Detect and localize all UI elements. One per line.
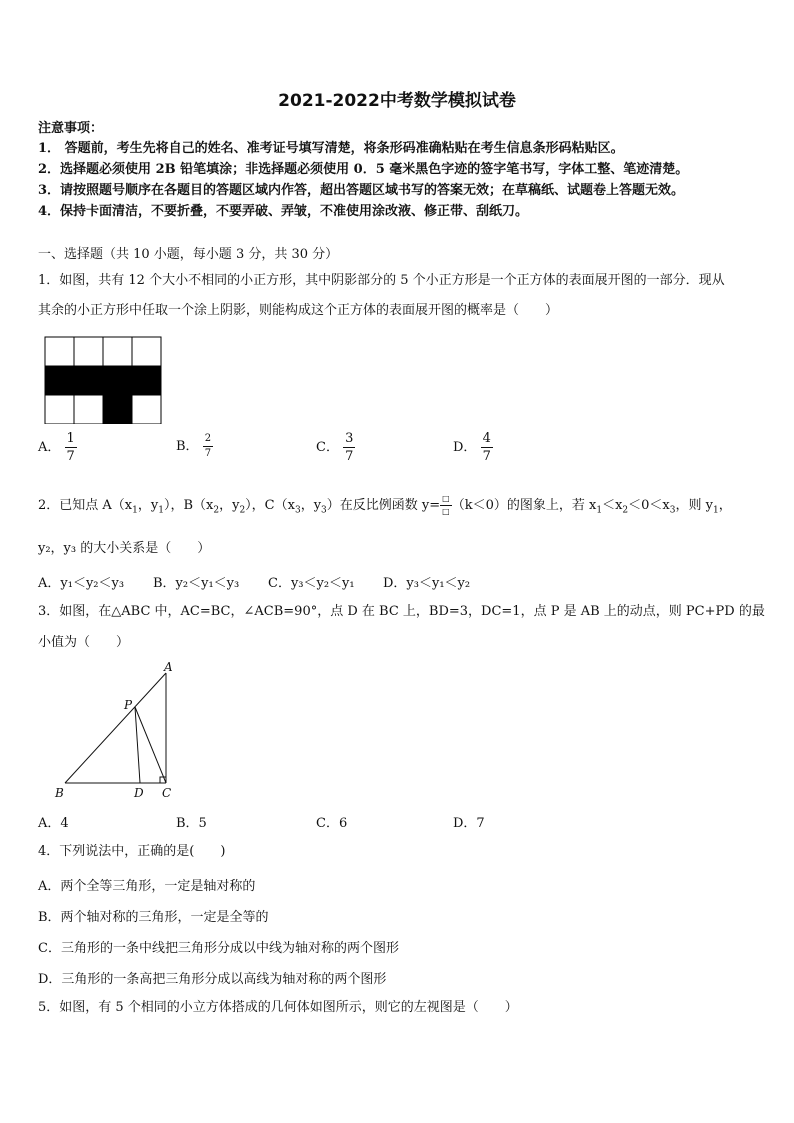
fraction: $\frac{1}{7}$ xyxy=(66,431,75,464)
question-1-line-2: 其余的小正方形中任取一个涂上阴影，则能构成这个正方体的表面展开图的概率是（ ） xyxy=(38,303,559,318)
fraction: $\frac{2}{7}$ xyxy=(204,433,212,459)
grid-cell-empty xyxy=(132,395,161,424)
grid-cell-shaded xyxy=(103,395,132,424)
label-d: D xyxy=(134,786,144,800)
label-c: C xyxy=(162,786,172,800)
page-title: 2021-2022中考数学模拟试卷 xyxy=(278,91,516,111)
question-3-option-d[interactable]: D．7 xyxy=(453,816,485,831)
grid-cell-shaded xyxy=(103,366,132,395)
label-b: B xyxy=(55,786,64,800)
question-2-option-d[interactable]: D．y₃＜y₁＜y₂ xyxy=(383,576,471,591)
notice-item: 4．保持卡面清洁，不要折叠，不要弄破、弄皱，不准使用涂改液、修正带、刮纸刀。 xyxy=(38,204,529,219)
grid-cell-empty xyxy=(74,337,103,366)
question-4-option-a[interactable]: A．两个全等三角形，一定是轴对称的 xyxy=(38,879,256,894)
question-3-line-1: 3．如图，在△ABC 中，AC=BC，∠ACB=90°，点 D 在 BC 上，BD=3，DC=1，点 P 是 AB 上的动点，则 PC+PD 的最 xyxy=(38,604,765,619)
label-a: A xyxy=(164,660,173,674)
fraction: $\frac{4}{7}$ xyxy=(482,431,491,464)
question-1-grid-figure xyxy=(44,336,162,424)
question-1-option-d[interactable]: D． $\frac{4}{7}$ xyxy=(453,431,491,464)
question-1-option-c[interactable]: C． $\frac{3}{7}$ xyxy=(316,431,354,464)
question-3-triangle-figure xyxy=(50,660,190,805)
section-heading: 一、选择题（共 10 小题，每小题 3 分，共 30 分） xyxy=(38,247,339,262)
notice-item: 2．选择题必须使用 2B 铅笔填涂；非选择题必须使用 0．5 毫米黑色字迹的签字笔书写，字体工整、笔迹清楚。 xyxy=(38,162,689,177)
question-2-option-b[interactable]: B．y₂＜y₁＜y₃ xyxy=(153,576,240,591)
question-2-line-2: y₂，y₃ 的大小关系是（ ） xyxy=(38,541,211,556)
question-3-option-a[interactable]: A．4 xyxy=(38,816,69,831)
grid-cell-shaded xyxy=(132,366,161,395)
grid-cell-shaded xyxy=(74,366,103,395)
question-5-stem: 5．如图，有 5 个相同的小立方体搭成的几何体如图所示，则它的左视图是（ ） xyxy=(38,1000,518,1015)
question-3-option-b[interactable]: B．5 xyxy=(176,816,207,831)
question-1-option-a[interactable]: A． $\frac{1}{7}$ xyxy=(38,431,75,464)
question-4-option-b[interactable]: B．两个轴对称的三角形，一定是全等的 xyxy=(38,910,269,925)
grid-cell-shaded xyxy=(45,366,74,395)
grid-cell-empty xyxy=(103,337,132,366)
question-2-line-1: 2．已知点 $A(x_1$，$y_1$），$B(x_2$，$y_2$），$C(x_3$，$y_3$）在反比例函数 y= $\frac{□}{□}$ （k＜0）的图象上，若 $x_1<x_2<0<x_3$，则 $y_1$， xyxy=(38,494,732,516)
question-4-stem: 4．下列说法中，正确的是( ) xyxy=(38,844,226,859)
question-2-option-c[interactable]: C．y₃＜y₂＜y₁ xyxy=(268,576,355,591)
grid-cell-empty xyxy=(45,395,74,424)
notice-item: 1． 答题前，考生先将自己的姓名、准考证号填写清楚，将条形码准确粘贴在考生信息条形码粘贴区。 xyxy=(38,141,624,156)
label-p: P xyxy=(124,698,133,712)
grid-cell-empty xyxy=(74,395,103,424)
segment-ab xyxy=(65,673,166,783)
fraction: $\frac{□}{□}$ xyxy=(442,494,450,516)
question-1-line-1: 1．如图，共有 12 个大小不相同的小正方形，其中阴影部分的 5 个小正方形是一个正方体的表面展开图的一部分．现从 xyxy=(38,273,725,288)
question-3-line-2: 小值为（ ） xyxy=(38,635,130,650)
notice-item: 3．请按照题号顺序在各题目的答题区域内作答，超出答题区域书写的答案无效；在草稿纸、试题卷上答题无效。 xyxy=(38,183,685,198)
notice-heading: 注意事项： xyxy=(38,121,104,136)
fraction: $\frac{3}{7}$ xyxy=(345,431,354,464)
question-3-option-c[interactable]: C．6 xyxy=(316,816,348,831)
question-2-option-a[interactable]: A．y₁＜y₂＜y₃ xyxy=(38,576,125,591)
question-4-option-d[interactable]: D．三角形的一条高把三角形分成以高线为轴对称的两个图形 xyxy=(38,972,387,987)
grid-cell-empty xyxy=(45,337,74,366)
question-4-option-c[interactable]: C．三角形的一条中线把三角形分成以中线为轴对称的两个图形 xyxy=(38,941,399,956)
question-1-option-b[interactable]: B． $\frac{2}{7}$ xyxy=(176,433,212,459)
grid-cell-empty xyxy=(132,337,161,366)
